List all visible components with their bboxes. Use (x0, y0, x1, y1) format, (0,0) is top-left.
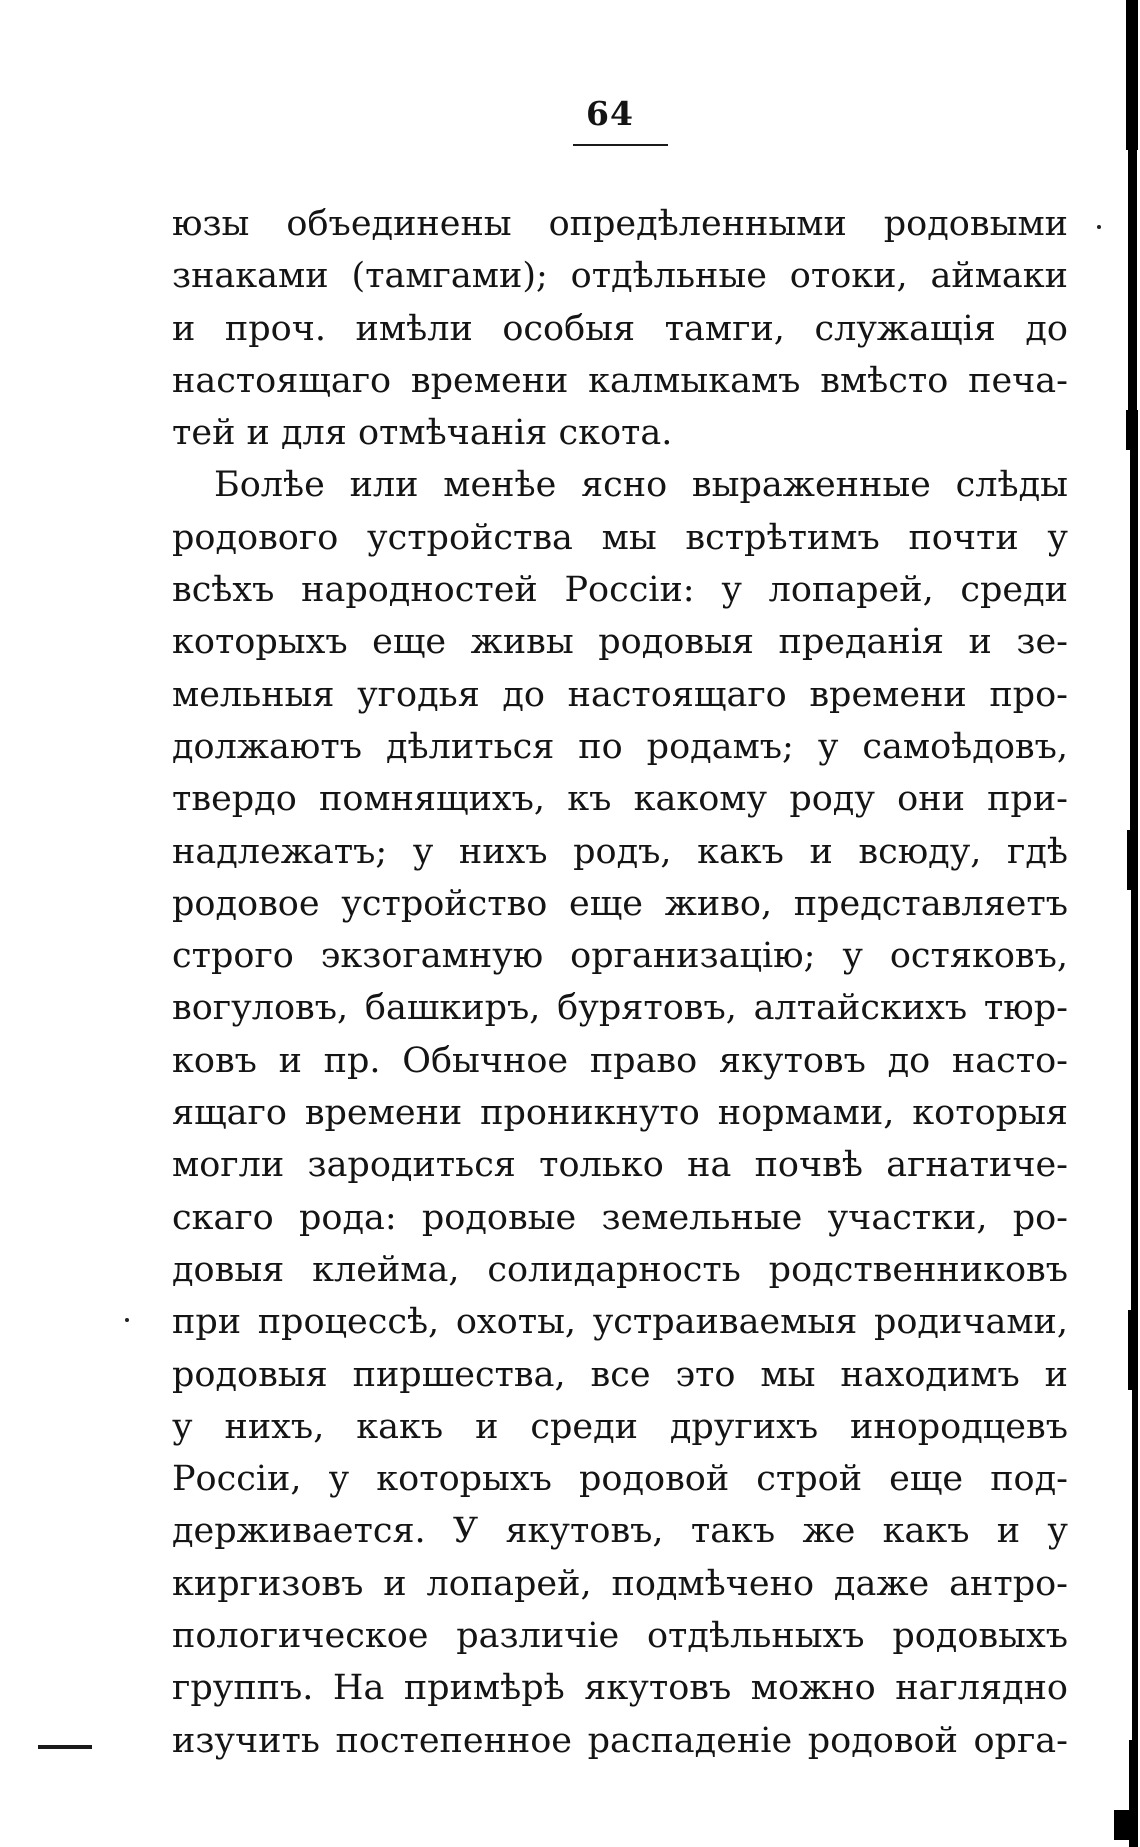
paragraph-start-line: Болѣе или менѣе ясно выраженные слѣды (214, 465, 1068, 506)
text-line: юзы объединены опредѣленными родовыми (172, 204, 1068, 244)
text-line: киргизовъ и лопарей, подмѣчено даже антро- (172, 1563, 1068, 1604)
text-line: всѣхъ народностей Россіи: у лопарей, среди (172, 570, 1068, 611)
text-line: довыя клейма, солидарность родственниковъ (172, 1249, 1068, 1290)
text-line: при процессѣ, охоты, устраиваемыя родичами, (172, 1302, 1068, 1343)
text-line: твердо помнящихъ, къ какому роду они при- (172, 779, 1068, 820)
text-line: родового устройства мы встрѣтимъ почти у (172, 517, 1068, 558)
text-line: и проч. имѣли особыя тамги, служащія до (172, 308, 1068, 349)
text-line: Россіи, у которыхъ родовой строй еще под- (172, 1459, 1068, 1500)
scan-speck (1097, 225, 1101, 229)
text-line: могли зародиться только на почвѣ агнатиче- (172, 1145, 1068, 1186)
text-line: строго экзогамную организацію; у остяковъ, (172, 936, 1068, 977)
text-line: вогуловъ, башкиръ, бурятовъ, алтайскихъ тюр- (172, 988, 1068, 1029)
scan-mark-left (38, 1745, 92, 1749)
text-line: группъ. На примѣрѣ якутовъ можно наглядно (172, 1668, 1068, 1709)
text-line: знаками (тамгами); отдѣльные отоки, аймаки (172, 256, 1068, 297)
page-number-rule (573, 144, 668, 146)
text-line: пологическое различіе отдѣльныхъ родовыхъ (172, 1616, 1068, 1657)
text-line: родовое устройство еще живо, представляетъ (172, 883, 1068, 924)
text-line: держивается. У якутовъ, такъ же какъ и у (172, 1511, 1068, 1552)
page-number: 64 (586, 94, 634, 133)
body-text (172, 198, 1068, 1767)
text-line: родовыя пиршества, все это мы находимъ и (172, 1354, 1068, 1395)
text-line: должаютъ дѣлиться по родамъ; у самоѣдовъ, (172, 726, 1068, 767)
text-line: тей и для отмѣчанія скота. (172, 413, 673, 454)
scan-speck (125, 1318, 129, 1322)
text-line: мельныя угодья до настоящаго времени про- (172, 674, 1068, 715)
text-line: надлежатъ; у нихъ родъ, какъ и всюду, гдѣ (172, 831, 1068, 872)
text-line: у нихъ, какъ и среди другихъ инородцевъ (172, 1406, 1068, 1447)
text-line: ящаго времени проникнуто нормами, которыя (172, 1093, 1068, 1134)
text-line: настоящаго времени калмыкамъ вмѣсто печа- (172, 360, 1068, 401)
text-line: которыхъ еще живы родовыя преданія и зе- (172, 622, 1068, 663)
text-line: скаго рода: родовые земельные участки, ро- (172, 1197, 1068, 1238)
text-line: изучить постепенное распаденіе родовой орга- (172, 1720, 1068, 1761)
text-line: ковъ и пр. Обычное право якутовъ до насто- (172, 1040, 1068, 1081)
scan-edge-right (1108, 0, 1140, 1847)
